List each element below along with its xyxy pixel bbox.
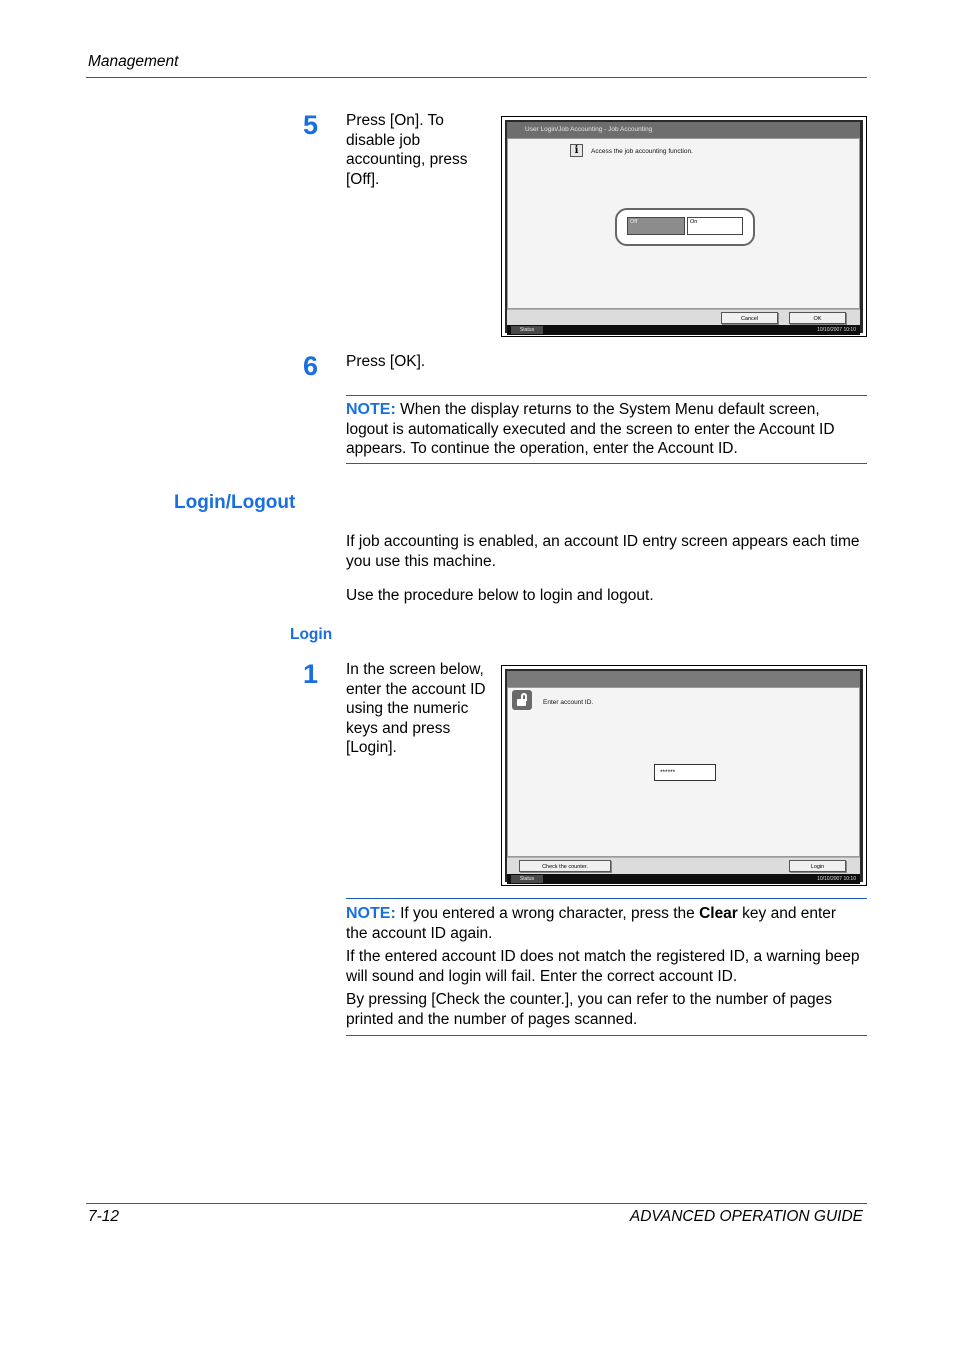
step-number: 5	[303, 110, 319, 140]
note-box	[346, 400, 867, 459]
note-text: When the display returns to the System Menu default screen,	[395, 401, 820, 418]
step-line: Press [On]. To	[346, 112, 444, 129]
login-button[interactable]: Login	[789, 860, 846, 872]
procedure-text: Use the procedure below to login and logout.	[346, 587, 654, 604]
step-line: [Off].	[346, 170, 380, 188]
screen-panel	[507, 687, 860, 857]
screen-title-bar	[507, 671, 860, 687]
status-bar	[507, 325, 860, 335]
screen-frame	[505, 120, 863, 333]
accounting-toggle-group	[615, 208, 755, 246]
status-datetime: 10/10/2007 10:10	[817, 327, 856, 333]
note-text: key and enter	[737, 905, 837, 922]
check-counter-button[interactable]: Check the counter.	[519, 860, 611, 872]
screen-panel	[507, 138, 860, 309]
note-text: By pressing [Check the counter.], you can refer to the number of pages	[346, 991, 832, 1008]
screen-frame	[505, 669, 863, 882]
status-tab[interactable]: Status	[511, 326, 543, 334]
note-text: If the entered account ID does not match the registered ID, a warning beep	[346, 948, 860, 965]
step-5-text	[346, 111, 468, 189]
step-line: Press [OK].	[346, 353, 426, 370]
step-line: disable job	[346, 131, 421, 149]
status-bar	[507, 874, 860, 884]
footer-divider	[86, 1203, 867, 1204]
screen-message: Access the job accounting function.	[591, 148, 693, 155]
step-line: accounting, press	[346, 151, 468, 168]
note-top-rule	[346, 898, 867, 899]
job-accounting-screen	[501, 116, 867, 337]
note-text: logout is automatically executed and the screen to enter the Account ID	[346, 420, 835, 438]
step-line: In the screen below,	[346, 661, 484, 678]
note-text: the account ID again.	[346, 924, 493, 942]
lock-icon	[512, 690, 532, 710]
note-box	[346, 904, 867, 1029]
step-6-text	[346, 352, 425, 372]
header-section-title: Management	[88, 53, 179, 70]
step-line: using the numeric	[346, 700, 469, 717]
section-heading: Login/Logout	[174, 492, 296, 513]
cancel-button[interactable]: Cancel	[721, 312, 778, 324]
step-line: keys and press	[346, 719, 451, 737]
step-1-text	[346, 660, 486, 758]
screen-message: Enter account ID.	[543, 699, 594, 706]
info-icon: i	[570, 144, 583, 157]
header-divider	[86, 77, 867, 78]
note-bottom-rule	[346, 1035, 867, 1036]
note-text: printed and the number of pages scanned.	[346, 1010, 638, 1028]
intro-paragraph	[346, 532, 871, 571]
ok-button[interactable]: OK	[789, 312, 846, 324]
step-line: [Login].	[346, 739, 397, 756]
account-id-field[interactable]: ******	[654, 764, 716, 781]
off-button[interactable]: Off	[627, 217, 685, 235]
note-text: If you entered a wrong character, press the	[395, 905, 700, 922]
note-keyword: NOTE:	[346, 905, 396, 922]
note-top-rule	[346, 395, 867, 396]
subheading: Login	[290, 626, 333, 643]
note-text: will sound and login will fail. Enter the correct account ID.	[346, 967, 738, 985]
step-number: 6	[303, 351, 319, 381]
clear-key-label: Clear	[699, 905, 738, 922]
login-screen	[501, 665, 867, 886]
note-keyword: NOTE:	[346, 401, 396, 418]
step-line: enter the account ID	[346, 680, 486, 698]
page-number: 7-12	[88, 1208, 120, 1225]
note-bottom-rule	[346, 463, 867, 464]
intro-line: If job accounting is enabled, an account ID entry screen appears each time	[346, 533, 860, 550]
screen-button-bar	[507, 309, 860, 325]
screen-button-bar	[507, 857, 860, 874]
intro-line: you use this machine.	[346, 552, 496, 570]
status-datetime: 10/10/2007 10:10	[817, 876, 856, 882]
guide-title: ADVANCED OPERATION GUIDE	[629, 1208, 863, 1225]
screen-title: User Login/Job Accounting - Job Accounting	[507, 122, 860, 138]
step-number: 1	[303, 659, 319, 689]
on-button[interactable]: On	[687, 217, 743, 235]
note-text: appears. To continue the operation, enter the Account ID.	[346, 440, 738, 457]
status-tab[interactable]: Status	[511, 875, 543, 883]
